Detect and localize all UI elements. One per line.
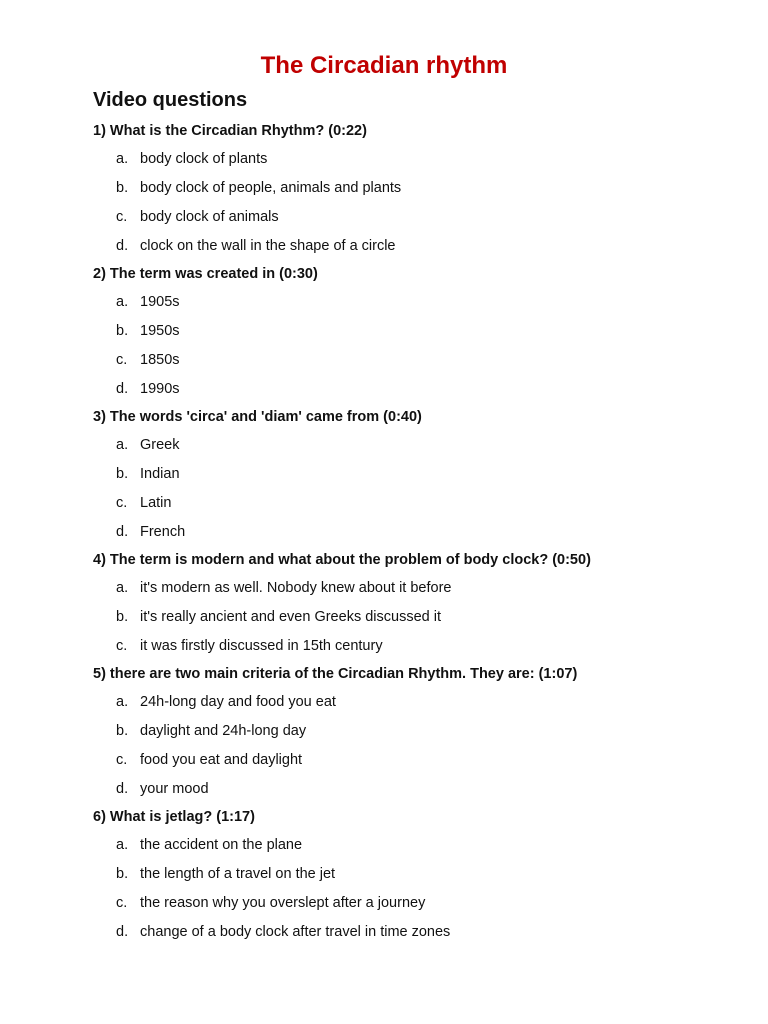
answer-option — [93, 489, 733, 518]
option-text: it was firstly discussed in 15th century — [140, 638, 383, 654]
answer-option — [93, 889, 733, 918]
section-heading: Video questions — [93, 89, 248, 111]
option-text: Indian — [140, 466, 180, 482]
option-letter: b. — [116, 323, 129, 339]
answer-option — [93, 317, 733, 346]
option-letter: b. — [116, 466, 129, 482]
option-letter: b. — [116, 609, 129, 625]
question-6 — [93, 804, 733, 947]
option-text: French — [140, 524, 186, 540]
question-3 — [93, 404, 733, 547]
answer-option — [93, 860, 733, 889]
question-5 — [93, 661, 733, 804]
question-text: 1) What is the Circadian Rhythm? (0:22) — [93, 123, 367, 139]
answer-option — [93, 746, 733, 775]
answer-option — [93, 688, 733, 717]
answer-option — [93, 918, 733, 947]
option-text: 1850s — [140, 352, 180, 368]
option-text: change of a body clock after travel in time zones — [140, 924, 451, 940]
option-text: 1950s — [140, 323, 180, 339]
option-letter: c. — [116, 352, 128, 368]
option-letter: a. — [116, 294, 129, 310]
question-text: 5) there are two main criteria of the Circadian Rhythm. They are: (1:07) — [93, 666, 578, 682]
option-letter: c. — [116, 638, 128, 654]
option-text: it's modern as well. Nobody knew about it before — [140, 580, 452, 596]
question-text: 4) The term is modern and what about the problem of body clock? (0:50) — [93, 552, 591, 568]
option-letter: d. — [116, 924, 129, 940]
option-letter: d. — [116, 524, 129, 540]
answer-option — [93, 717, 733, 746]
option-letter: a. — [116, 694, 129, 710]
option-text: Latin — [140, 495, 172, 511]
option-letter: c. — [116, 209, 128, 225]
option-text: food you eat and daylight — [140, 752, 303, 768]
question-text: 6) What is jetlag? (1:17) — [93, 809, 255, 825]
option-text: 1905s — [140, 294, 180, 310]
option-text: body clock of plants — [140, 151, 268, 167]
answer-option — [93, 518, 733, 547]
answer-option — [93, 775, 733, 804]
option-text: body clock of people, animals and plants — [140, 180, 402, 196]
option-text: the length of a travel on the jet — [140, 866, 336, 882]
answer-option — [93, 460, 733, 489]
answer-option — [93, 632, 733, 661]
option-text: Greek — [140, 437, 180, 453]
option-letter: d. — [116, 238, 129, 254]
question-text: 2) The term was created in (0:30) — [93, 266, 318, 282]
option-letter: b. — [116, 723, 129, 739]
option-letter: a. — [116, 837, 129, 853]
document-title: The Circadian rhythm — [260, 52, 508, 79]
option-text: daylight and 24h-long day — [140, 723, 307, 739]
option-text: it's really ancient and even Greeks discussed it — [140, 609, 441, 625]
option-text: 1990s — [140, 381, 180, 397]
question-2 — [93, 261, 733, 404]
question-text: 3) The words 'circa' and 'diam' came from (0:40) — [93, 409, 422, 425]
option-text: body clock of animals — [140, 209, 279, 225]
answer-option — [93, 203, 733, 232]
option-text: clock on the wall in the shape of a circle — [140, 238, 396, 254]
answer-option — [93, 232, 733, 261]
answer-option — [93, 431, 733, 460]
option-text: the accident on the plane — [140, 837, 303, 853]
option-text: 24h-long day and food you eat — [140, 694, 336, 710]
option-letter: b. — [116, 180, 129, 196]
option-letter: c. — [116, 752, 128, 768]
answer-option — [93, 574, 733, 603]
option-letter: d. — [116, 381, 129, 397]
option-letter: c. — [116, 495, 128, 511]
option-letter: a. — [116, 437, 129, 453]
question-4 — [93, 547, 733, 661]
option-letter: d. — [116, 781, 129, 797]
option-letter: a. — [116, 151, 129, 167]
answer-option — [93, 375, 733, 404]
option-letter: b. — [116, 866, 129, 882]
question-1 — [93, 118, 733, 261]
question-list — [93, 118, 733, 947]
answer-option — [93, 288, 733, 317]
answer-option — [93, 174, 733, 203]
answer-option — [93, 603, 733, 632]
option-text: the reason why you overslept after a journey — [140, 895, 426, 911]
option-text: your mood — [140, 781, 209, 797]
answer-option — [93, 831, 733, 860]
option-letter: c. — [116, 895, 128, 911]
option-letter: a. — [116, 580, 129, 596]
answer-option — [93, 145, 733, 174]
answer-option — [93, 346, 733, 375]
